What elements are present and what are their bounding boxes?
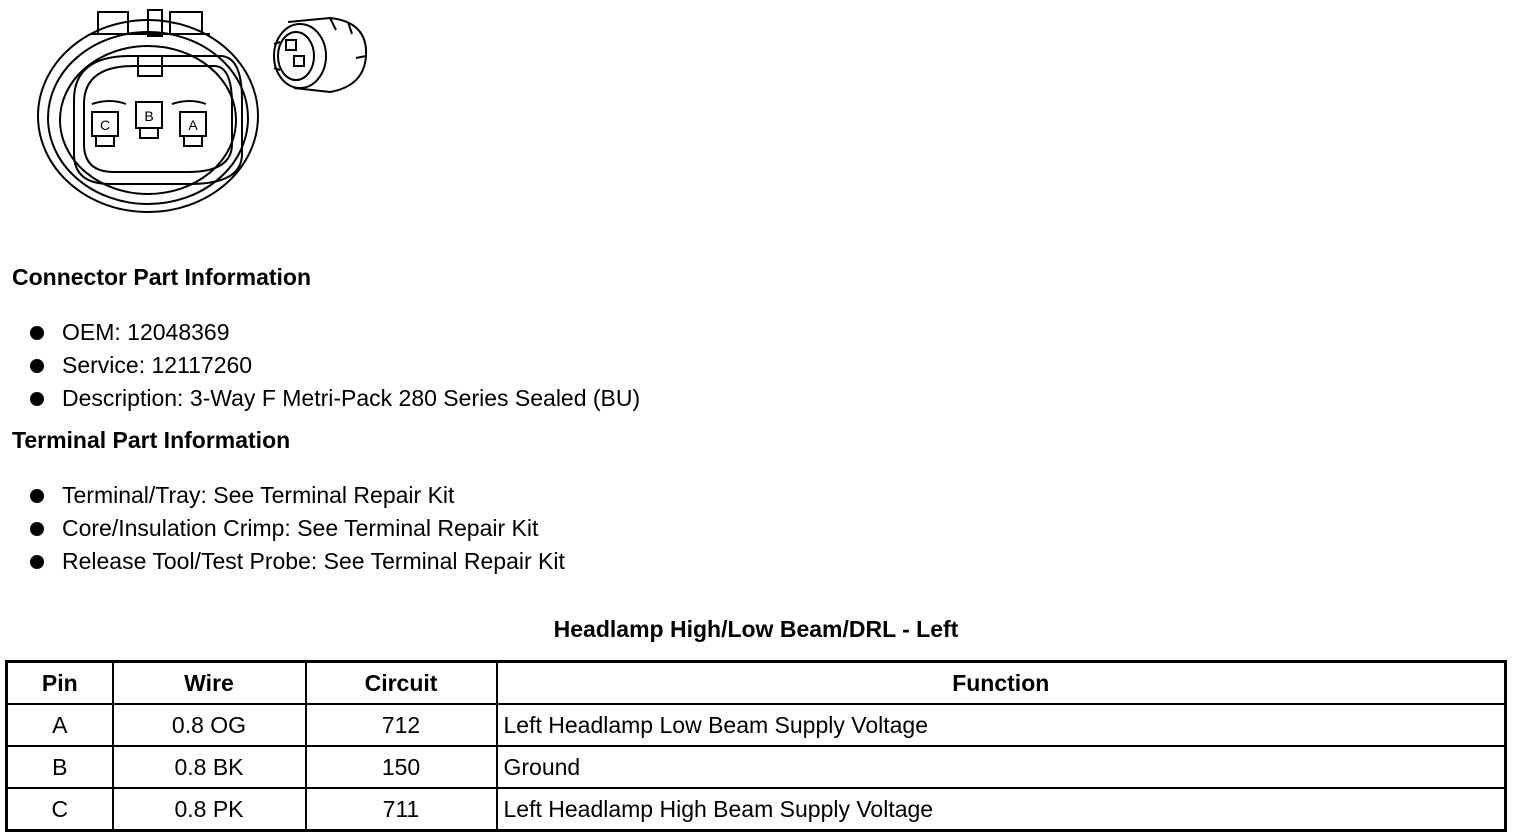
- terminal-part-heading: Terminal Part Information: [12, 427, 291, 453]
- list-item: Release Tool/Test Probe: See Terminal Repair Kit: [30, 545, 565, 578]
- cell-pin: A: [7, 704, 113, 746]
- terminal-part-list: [30, 479, 565, 578]
- table-row: [7, 746, 1506, 788]
- table-header-row: [7, 662, 1506, 705]
- cell-circuit: 712: [306, 704, 497, 746]
- connector-part-list: [30, 316, 640, 415]
- bullet-icon: [30, 489, 44, 503]
- header-pin: Pin: [7, 662, 113, 705]
- cell-circuit: 711: [306, 788, 497, 831]
- pinout-table: [5, 660, 1507, 832]
- bullet-icon: [30, 359, 44, 373]
- table-row: [7, 704, 1506, 746]
- list-item: OEM: 12048369: [30, 316, 640, 349]
- table-row: [7, 788, 1506, 831]
- header-circuit: Circuit: [306, 662, 497, 705]
- header-function: Function: [497, 662, 1506, 705]
- list-item: Service: 12117260: [30, 349, 640, 382]
- bullet-icon: [30, 326, 44, 340]
- cell-function: Left Headlamp High Beam Supply Voltage: [497, 788, 1506, 831]
- list-item: Description: 3-Way F Metri-Pack 280 Series Sealed (BU): [30, 382, 640, 415]
- bullet-icon: [30, 555, 44, 569]
- cell-function: Left Headlamp Low Beam Supply Voltage: [497, 704, 1506, 746]
- pin-label-b: B: [144, 108, 154, 124]
- cell-function: Ground: [497, 746, 1506, 788]
- cell-wire: 0.8 OG: [113, 704, 306, 746]
- header-wire: Wire: [113, 662, 306, 705]
- pin-label-a: A: [188, 117, 198, 133]
- list-item: Core/Insulation Crimp: See Terminal Repair Kit: [30, 512, 565, 545]
- cell-wire: 0.8 BK: [113, 746, 306, 788]
- bullet-icon: [30, 522, 44, 536]
- bullet-icon: [30, 392, 44, 406]
- connector-face-illustration: [30, 4, 380, 216]
- connector-part-heading: Connector Part Information: [12, 264, 312, 290]
- cell-circuit: 150: [306, 746, 497, 788]
- pinout-table-title: Headlamp High/Low Beam/DRL - Left: [553, 616, 959, 642]
- list-item: Terminal/Tray: See Terminal Repair Kit: [30, 479, 565, 512]
- cell-pin: C: [7, 788, 113, 831]
- pin-label-c: C: [99, 117, 111, 133]
- cell-pin: B: [7, 746, 113, 788]
- cell-wire: 0.8 PK: [113, 788, 306, 831]
